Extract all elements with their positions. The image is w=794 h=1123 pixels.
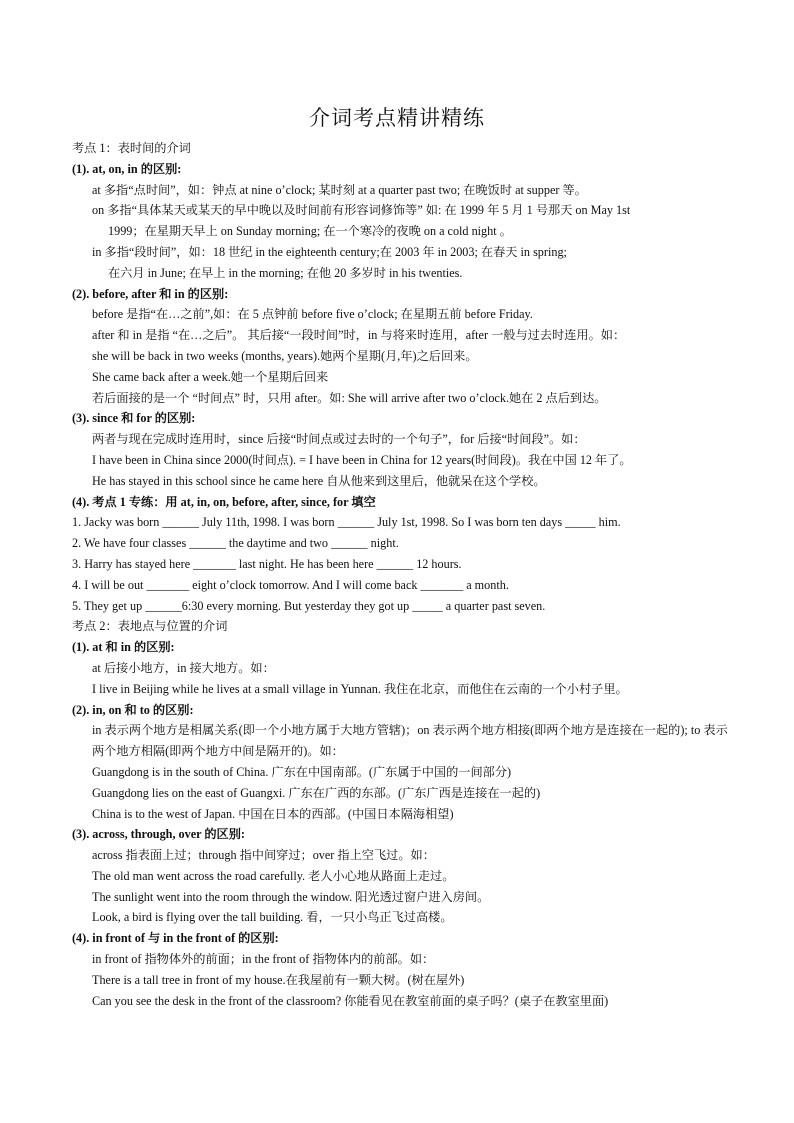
text-line: The sunlight went into the room through the window. 阳光透过窗户进入房间。 bbox=[92, 889, 490, 904]
text-line: after 和 in 是指 “在…之后”。 其后接“一段时间”时，in 与将来时连用，after 一般与过去时连用。如： bbox=[92, 328, 626, 343]
text-line: before 是指“在…之前”,如：在 5 点钟前 before five o’clock; 在星期五前 before Friday. bbox=[92, 307, 533, 322]
exercise-item: 2. We have four classes ______ the daytime and two ______ night. bbox=[72, 536, 399, 551]
exercise-item: 3. Harry has stayed here _______ last night. He has been here ______ 12 hours. bbox=[72, 556, 462, 571]
section-heading-2: 考点 2：表地点与位置的介词 bbox=[72, 619, 228, 634]
subheading-at-on-in: (1). at, on, in 的区别: bbox=[72, 161, 182, 176]
text-line: at 多指“点时间”，如：钟点 at nine o’clock; 某时刻 at a quarter past two; 在晚饭时 at supper 等。 bbox=[92, 182, 587, 197]
document-body bbox=[72, 138, 732, 1011]
subheading-since-for: (3). since 和 for 的区别: bbox=[72, 411, 196, 426]
subheading-before-after-in: (2). before, after 和 in 的区别: bbox=[72, 286, 229, 301]
subheading-in-front-of: (4). in front of 与 in the front of 的区别: bbox=[72, 931, 279, 946]
text-line: The old man went across the road carefully. 老人小心地从路面上走过。 bbox=[92, 868, 455, 883]
text-line: she will be back in two weeks (months, years).她两个星期(月,年)之后回来。 bbox=[92, 348, 478, 363]
text-line: in front of 指物体外的前面；in the front of 指物体内的前部。如： bbox=[92, 952, 435, 967]
subheading-exercise: (4). 考点 1 专练：用 at, in, on, before, after, since, for 填空 bbox=[72, 494, 376, 509]
text-line: Guangdong is in the south of China. 广东在中国南部。(广东属于中国的一间部分) bbox=[92, 764, 512, 779]
text-line: across 指表面上过；through 指中间穿过；over 指上空飞过。如： bbox=[92, 848, 435, 863]
exercise-item: 1. Jacky was born ______ July 11th, 1998. I was born ______ July 1st, 1998. So I was born ten days _____ him. bbox=[72, 515, 621, 530]
text-line: China is to the west of Japan. 中国在日本的西部。(中国日本隔海相望) bbox=[92, 806, 454, 821]
text-line: in 多指“段时间”，如：18 世纪 in the eighteenth century;在 2003 年 in 2003; 在春天 in spring; bbox=[92, 244, 567, 259]
text-line: 在六月 in June; 在早上 in the morning; 在他 20 多岁时 in his twenties. bbox=[108, 265, 463, 280]
text-line: on 多指“具体某天或某天的早中晚以及时间前有形容词修饰等” 如: 在 1999 年 5 月 1 号那天 on May 1st bbox=[92, 203, 631, 218]
text-line: I have been in China since 2000(时间点). = I have been in China for 12 years(时间段)。我在中国 12 年了。 bbox=[92, 452, 632, 467]
text-line: I live in Beijing while he lives at a small village in Yunnan. 我住在北京，而他住在云南的一个小村子里。 bbox=[92, 681, 628, 696]
text-line: 两者与现在完成时连用时，since 后接“时间点或过去时的一个句子”，for 后接“时间段”。如： bbox=[92, 432, 586, 447]
subheading-in-on-to: (2). in, on 和 to 的区别: bbox=[72, 702, 194, 717]
text-line: Look, a bird is flying over the tall building. 看，一只小鸟正飞过高楼。 bbox=[92, 910, 453, 925]
text-paragraph: in 表示两个地方是相属关系(即一个小地方属于大地方管辖)；on 表示两个地方相接(即两个地方是连接在一起的); to 表示两个地方相隔(即两个地方中间是隔开的)。如： bbox=[92, 723, 728, 759]
text-line: Can you see the desk in the front of the classroom? 你能看见在教室前面的桌子吗？(桌子在教室里面) bbox=[92, 993, 609, 1008]
exercise-item: 4. I will be out _______ eight o’clock tomorrow. And I will come back _______ a month. bbox=[72, 577, 509, 592]
text-line: Guangdong lies on the east of Guangxi. 广东在广西的东部。(广东广西是连接在一起的) bbox=[92, 785, 541, 800]
text-line: 若后面接的是一个 “时间点” 时，只用 after。如: She will arrive after two o’clock.她在 2 点后到达。 bbox=[92, 390, 607, 405]
subheading-across-through-over: (3). across, through, over 的区别: bbox=[72, 827, 245, 842]
document-title: 介词考点精讲精练 bbox=[309, 106, 485, 130]
section-heading-1: 考点 1：表时间的介词 bbox=[72, 141, 191, 155]
text-line: She came back after a week.她一个星期后回来 bbox=[92, 369, 329, 384]
text-line: There is a tall tree in front of my house.在我屋前有一颗大树。(树在屋外) bbox=[92, 972, 465, 987]
text-line: He has stayed in this school since he came here 自从他来到这里后，他就呆在这个学校。 bbox=[92, 473, 546, 488]
text-line: 1999；在星期天早上 on Sunday morning; 在一个寒冷的夜晚 on a cold night 。 bbox=[108, 224, 512, 239]
text-line: at 后接小地方，in 接大地方。如： bbox=[92, 660, 275, 675]
subheading-at-in: (1). at 和 in 的区别: bbox=[72, 640, 175, 655]
exercise-item: 5. They get up ______6:30 every morning. But yesterday they got up _____ a quarter past seven. bbox=[72, 598, 546, 613]
